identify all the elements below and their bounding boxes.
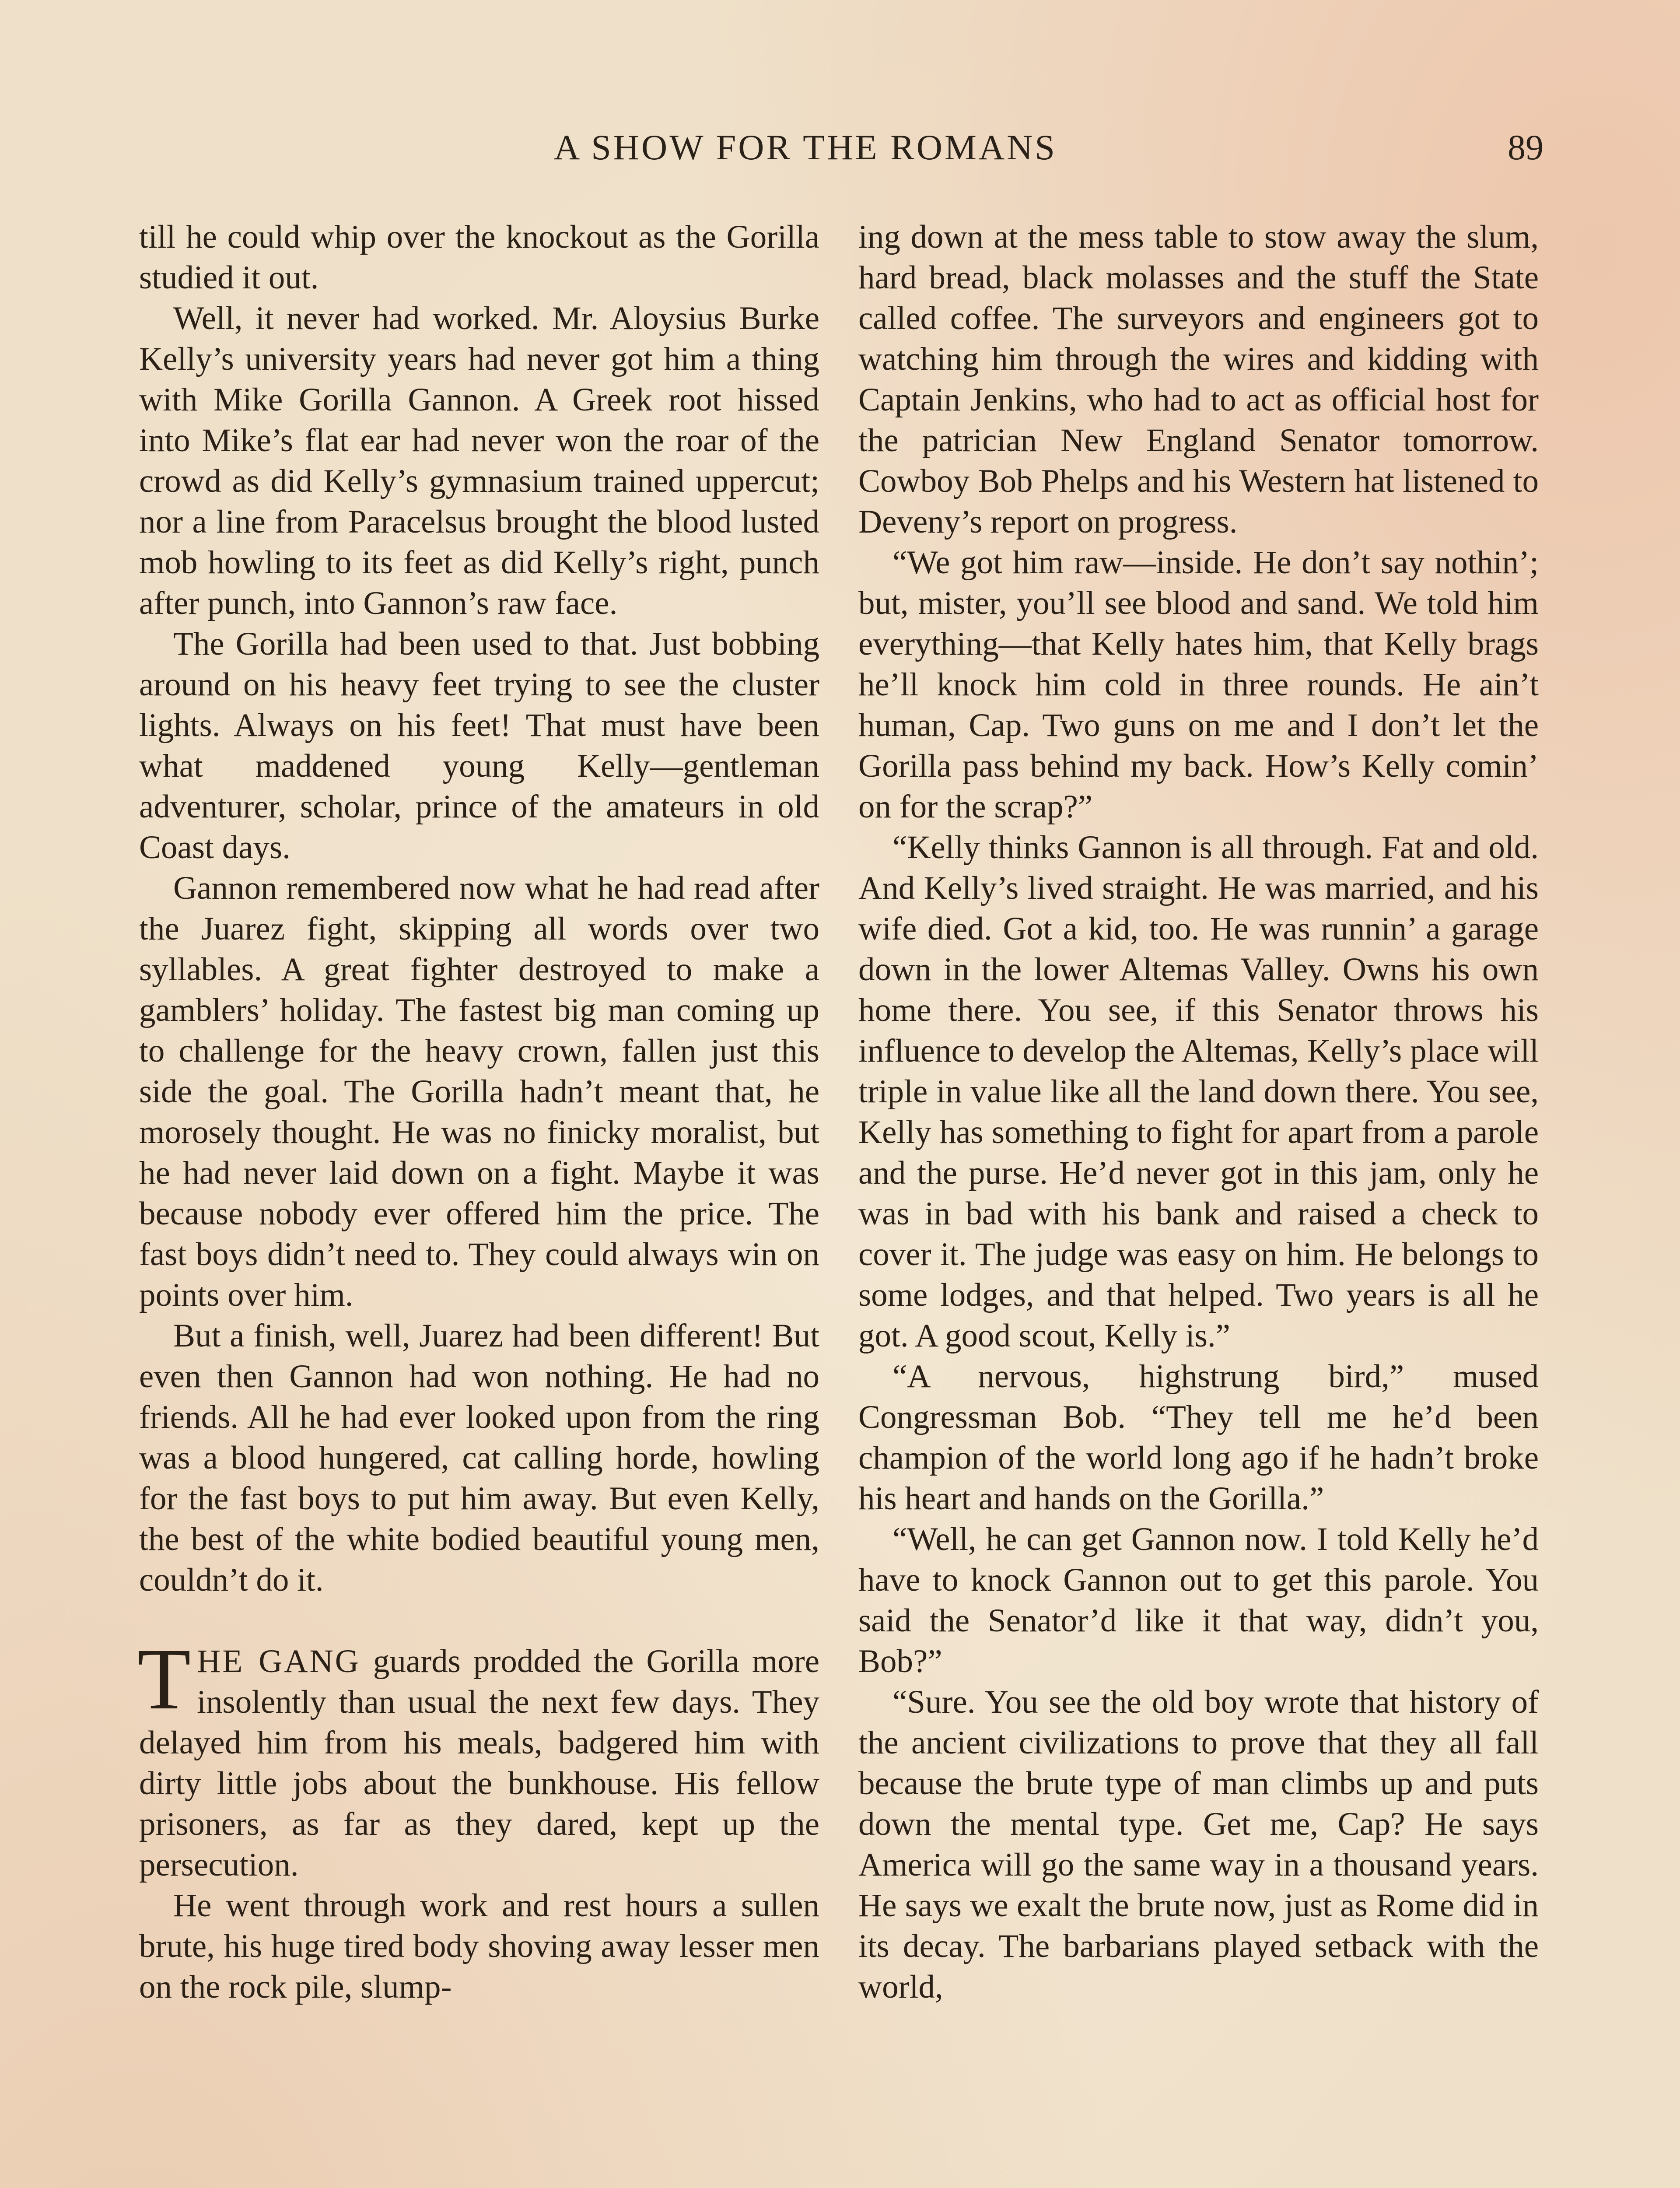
paragraph: “Sure. You see the old boy wrote that history of the ancient civilizations to prove that they all fall because the brute type of man climbs up and puts down the mental type. Get me, Cap? He says America will go the same way in a thousand years. He says we exalt the brute now, just as Rome did in its decay. The barbarians played setback with the world, xyxy=(858,1684,1539,2005)
paragraph: Well, it never had worked. Mr. Aloysius Burke Kelly’s university years had never got him a thing with Mike Gorilla Gannon. A Greek root hissed into Mike’s flat ear had never won the roar of the crowd as did Kelly’s gymnasium trained uppercut; nor a line from Paracelsus brought the blood lusted mob howling to its feet as did Kelly’s right, punch after punch, into Gannon’s raw face. xyxy=(139,300,819,621)
drop-cap: T xyxy=(137,1631,191,1728)
paragraph: ing down at the mess table to stow away the slum, hard bread, black molasses and the stuff the State called coffee. The surveyors and engineers got to watching him through the wires and kidding with Captain Jenkins, who had to act as official host for the patrician New England Senator tomorrow. Cowboy Bob Phelps and his Western hat listened to Deveny’s report on progress. xyxy=(858,219,1539,540)
paragraph: The Gorilla had been used to that. Just bobbing around on his heavy feet trying to see the cluster lights. Always on his feet! That must have been what maddened young Kelly—gentleman adventurer, scholar, prince of the amateurs in old Coast days. xyxy=(139,626,819,866)
paragraph-text: guards prodded the Gorilla more insolently than usual the next few days. They delayed him from his meals, badgered him with dirty little jobs about the bunkhouse. His fellow prisoners, as far as they dared, kept up the persecution. xyxy=(139,1643,819,1883)
paragraph: But a finish, well, Juarez had been different! But even then Gannon had won nothing. He had no friends. All he had ever looked upon from the ring was a blood hungered, cat calling horde, howling for the fast boys to put him away. But even Kelly, the best of the white bodied beautiful young men, couldn’t do it. xyxy=(139,1318,819,1598)
running-header: A SHOW FOR THE ROMANS xyxy=(554,127,1057,167)
page-number: 89 xyxy=(1508,127,1544,167)
paragraph: “We got him raw—inside. He don’t say nothin’; but, mister, you’ll see blood and sand. We told him everything—that Kelly hates him, that Kelly brags he’ll knock him cold in three rounds. He ain’t human, Cap. Two guns on me and I don’t let the Gorilla pass behind my back. How’s Kelly comin’ on for the scrap?” xyxy=(858,544,1539,825)
small-caps-lead: HE GANG xyxy=(197,1643,360,1680)
paragraph: He went through work and rest hours a sullen brute, his huge tired body shoving away lesser men on the rock pile, slump- xyxy=(139,1887,819,2005)
paragraph: Gannon remembered now what he had read after the Juarez fight, skipping all words over two syllables. A great fighter destroyed to make a gamblers’ holiday. The fastest big man coming up to challenge for the heavy crown, fallen just this side the goal. The Gorilla hadn’t meant that, he morosely thought. He was no finicky moralist, but he had never laid down on a fight. Maybe it was because nobody ever offered him the price. The fast boys didn’t need to. They could always win on points over him. xyxy=(139,870,819,1313)
paragraph: “Well, he can get Gannon now. I told Kelly he’d have to knock Gannon out to get this parole. You said the Senator’d like it that way, didn’t you, Bob?” xyxy=(858,1521,1539,1680)
right-text-column xyxy=(858,217,1539,2007)
section-start-paragraph xyxy=(137,1631,819,1885)
left-text-column xyxy=(139,217,819,2007)
paragraph: “Kelly thinks Gannon is all through. Fat and old. And Kelly’s lived straight. He was married, and his wife died. Got a kid, too. He was runnin’ a garage down in the lower Altemas Valley. Owns his own home there. You see, if this Senator throws his influence to develop the Altemas, Kelly’s place will triple in value like all the land down there. You see, Kelly has something to fight for apart from a parole and the purse. He’d never got in this jam, only he was in bad with his bank and raised a check to cover it. The judge was easy on him. He belongs to some lodges, and that helped. Two years is all he got. A good scout, Kelly is.” xyxy=(858,829,1539,1354)
paragraph: “A nervous, highstrung bird,” mused Congressman Bob. “They tell me he’d been champion of the world long ago if he hadn’t broke his heart and hands on the Gorilla.” xyxy=(858,1358,1539,1517)
paragraph: till he could whip over the knockout as the Gorilla studied it out. xyxy=(139,219,819,296)
